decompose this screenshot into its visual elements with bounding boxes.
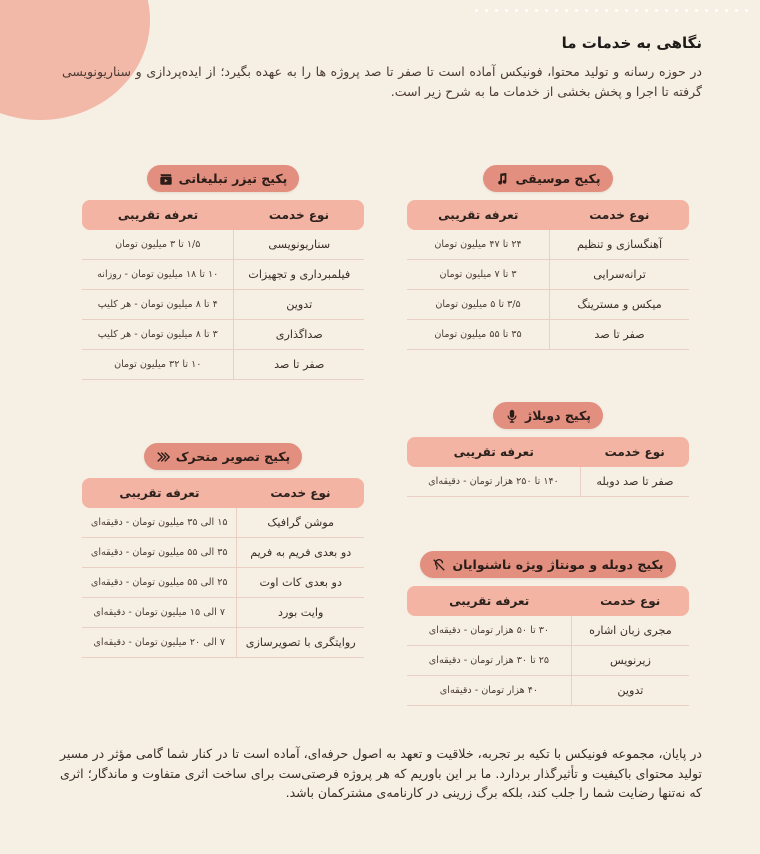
closing-paragraph: در پایان، مجموعه فونیکس با تکیه بر تجربه، خلاقیت و تعهد به اصول حرفه‌ای، آماده است تا در کنار شما گامی مؤثر در مسیر تولید محتوای باکیفیت و تأثیرگذار بردارد. ما بر این باوریم که هر پروژه فرصتی‌ست برای ساخت اثری متفاوت و ماندگار؛ اثری که نه‌تنها رضایت شما را جلب کند، بلکه برگ زرینی در کارنامه‌ی مشترکمان باشد. [60,746,702,800]
package-dubbing [407,402,689,497]
table-row: دو بعدی فریم به فریم ۳۵ الی ۵۵ میلیون تومان - دقیقه‌ای [82,538,364,568]
table-row: مجری زبان اشاره ۳۰ تا ۵۰ هزار تومان - دقیقه‌ای [407,616,689,646]
hearing-disabled-icon [432,558,446,572]
table-row: موشن گرافیک ۱۵ الی ۳۵ میلیون تومان - دقیقه‌ای [82,508,364,538]
package-teaser-table [82,200,364,380]
table-row: صفر تا صد ۱۰ تا ۳۲ میلیون تومان [82,350,364,380]
table-row: سناریونویسی ۱/۵ تا ۳ میلیون تومان [82,230,364,260]
package-title: پکیج دوبله و مونتاژ ویژه ناشنوایان [452,557,664,572]
column-header-price: تعرفه تقریبی [407,586,571,616]
package-title-pill [420,551,675,578]
table-row: میکس و مسترینگ ۳/۵ تا ۵ میلیون تومان [407,290,689,320]
intro-section [62,34,702,102]
package-music [407,165,689,350]
package-deaf-table [407,586,689,706]
package-title: پکیج تصویر متحرک [175,449,291,464]
package-title-pill [483,165,612,192]
package-dubbing-table [407,437,689,497]
table-row: دو بعدی کات اوت ۲۵ الی ۵۵ میلیون تومان - دقیقه‌ای [82,568,364,598]
decorative-dots [475,9,748,12]
column-header-service: نوع خدمت [237,478,364,508]
page-title: نگاهی به خدمات ما [561,34,702,52]
column-header-price: تعرفه تقریبی [82,200,234,230]
column-header-price: تعرفه تقریبی [82,478,237,508]
table-row: فیلمبرداری و تجهیزات ۱۰ تا ۱۸ میلیون تومان - روزانه [82,260,364,290]
forward-chevrons-icon [156,450,170,464]
column-header-price: تعرفه تقریبی [407,200,550,230]
table-row: صفر تا صد ۳۵ تا ۵۵ میلیون تومان [407,320,689,350]
package-music-table [407,200,689,350]
package-title-pill [147,165,300,192]
table-row: آهنگسازی و تنظیم ۲۴ تا ۴۷ میلیون تومان [407,230,689,260]
package-title: پکیج تیزر تبلیغاتی [178,171,288,186]
column-header-price: تعرفه تقریبی [407,437,580,467]
package-title: پکیج موسیقی [515,171,601,186]
package-title-pill [144,443,303,470]
intro-text: در حوزه رسانه و تولید محتوا، فونیکس آماده است تا صفر تا صد پروژه ها را به عهده بگیرد؛ از ایده‌پردازی و سناریونویسی گرفته تا اجرا و پخش بخشی از خدمات ما به شرح زیر است. [62,64,702,99]
table-row: صداگذاری ۳ تا ۸ میلیون تومان - هر کلیپ [82,320,364,350]
music-note-icon [495,172,509,186]
table-row: زیرنویس ۲۵ تا ۳۰ هزار تومان - دقیقه‌ای [407,646,689,676]
table-row: وایت بورد ۷ الی ۱۵ میلیون تومان - دقیقه‌ای [82,598,364,628]
clapperboard-icon [159,172,173,186]
package-title: پکیج دوبلاژ [525,408,591,423]
column-header-service: نوع خدمت [580,437,689,467]
package-teaser [82,165,364,380]
column-header-service: نوع خدمت [550,200,689,230]
package-deaf [407,551,689,706]
table-row: تدوین ۴ تا ۸ میلیون تومان - هر کلیپ [82,290,364,320]
package-title-pill [493,402,603,429]
column-header-service: نوع خدمت [234,200,364,230]
table-row: صفر تا صد دوبله ۱۴۰ تا ۲۵۰ هزار تومان - دقیقه‌ای [407,467,689,497]
table-row: روایتگری با تصویرسازی ۷ الی ۲۰ میلیون تومان - دقیقه‌ای [82,628,364,658]
microphone-icon [505,409,519,423]
column-header-service: نوع خدمت [571,586,689,616]
table-row: ترانه‌سرایی ۳ تا ۷ میلیون تومان [407,260,689,290]
table-row: تدوین ۴۰ هزار تومان - دقیقه‌ای [407,676,689,706]
package-motion-table [82,478,364,658]
package-motion [82,443,364,658]
